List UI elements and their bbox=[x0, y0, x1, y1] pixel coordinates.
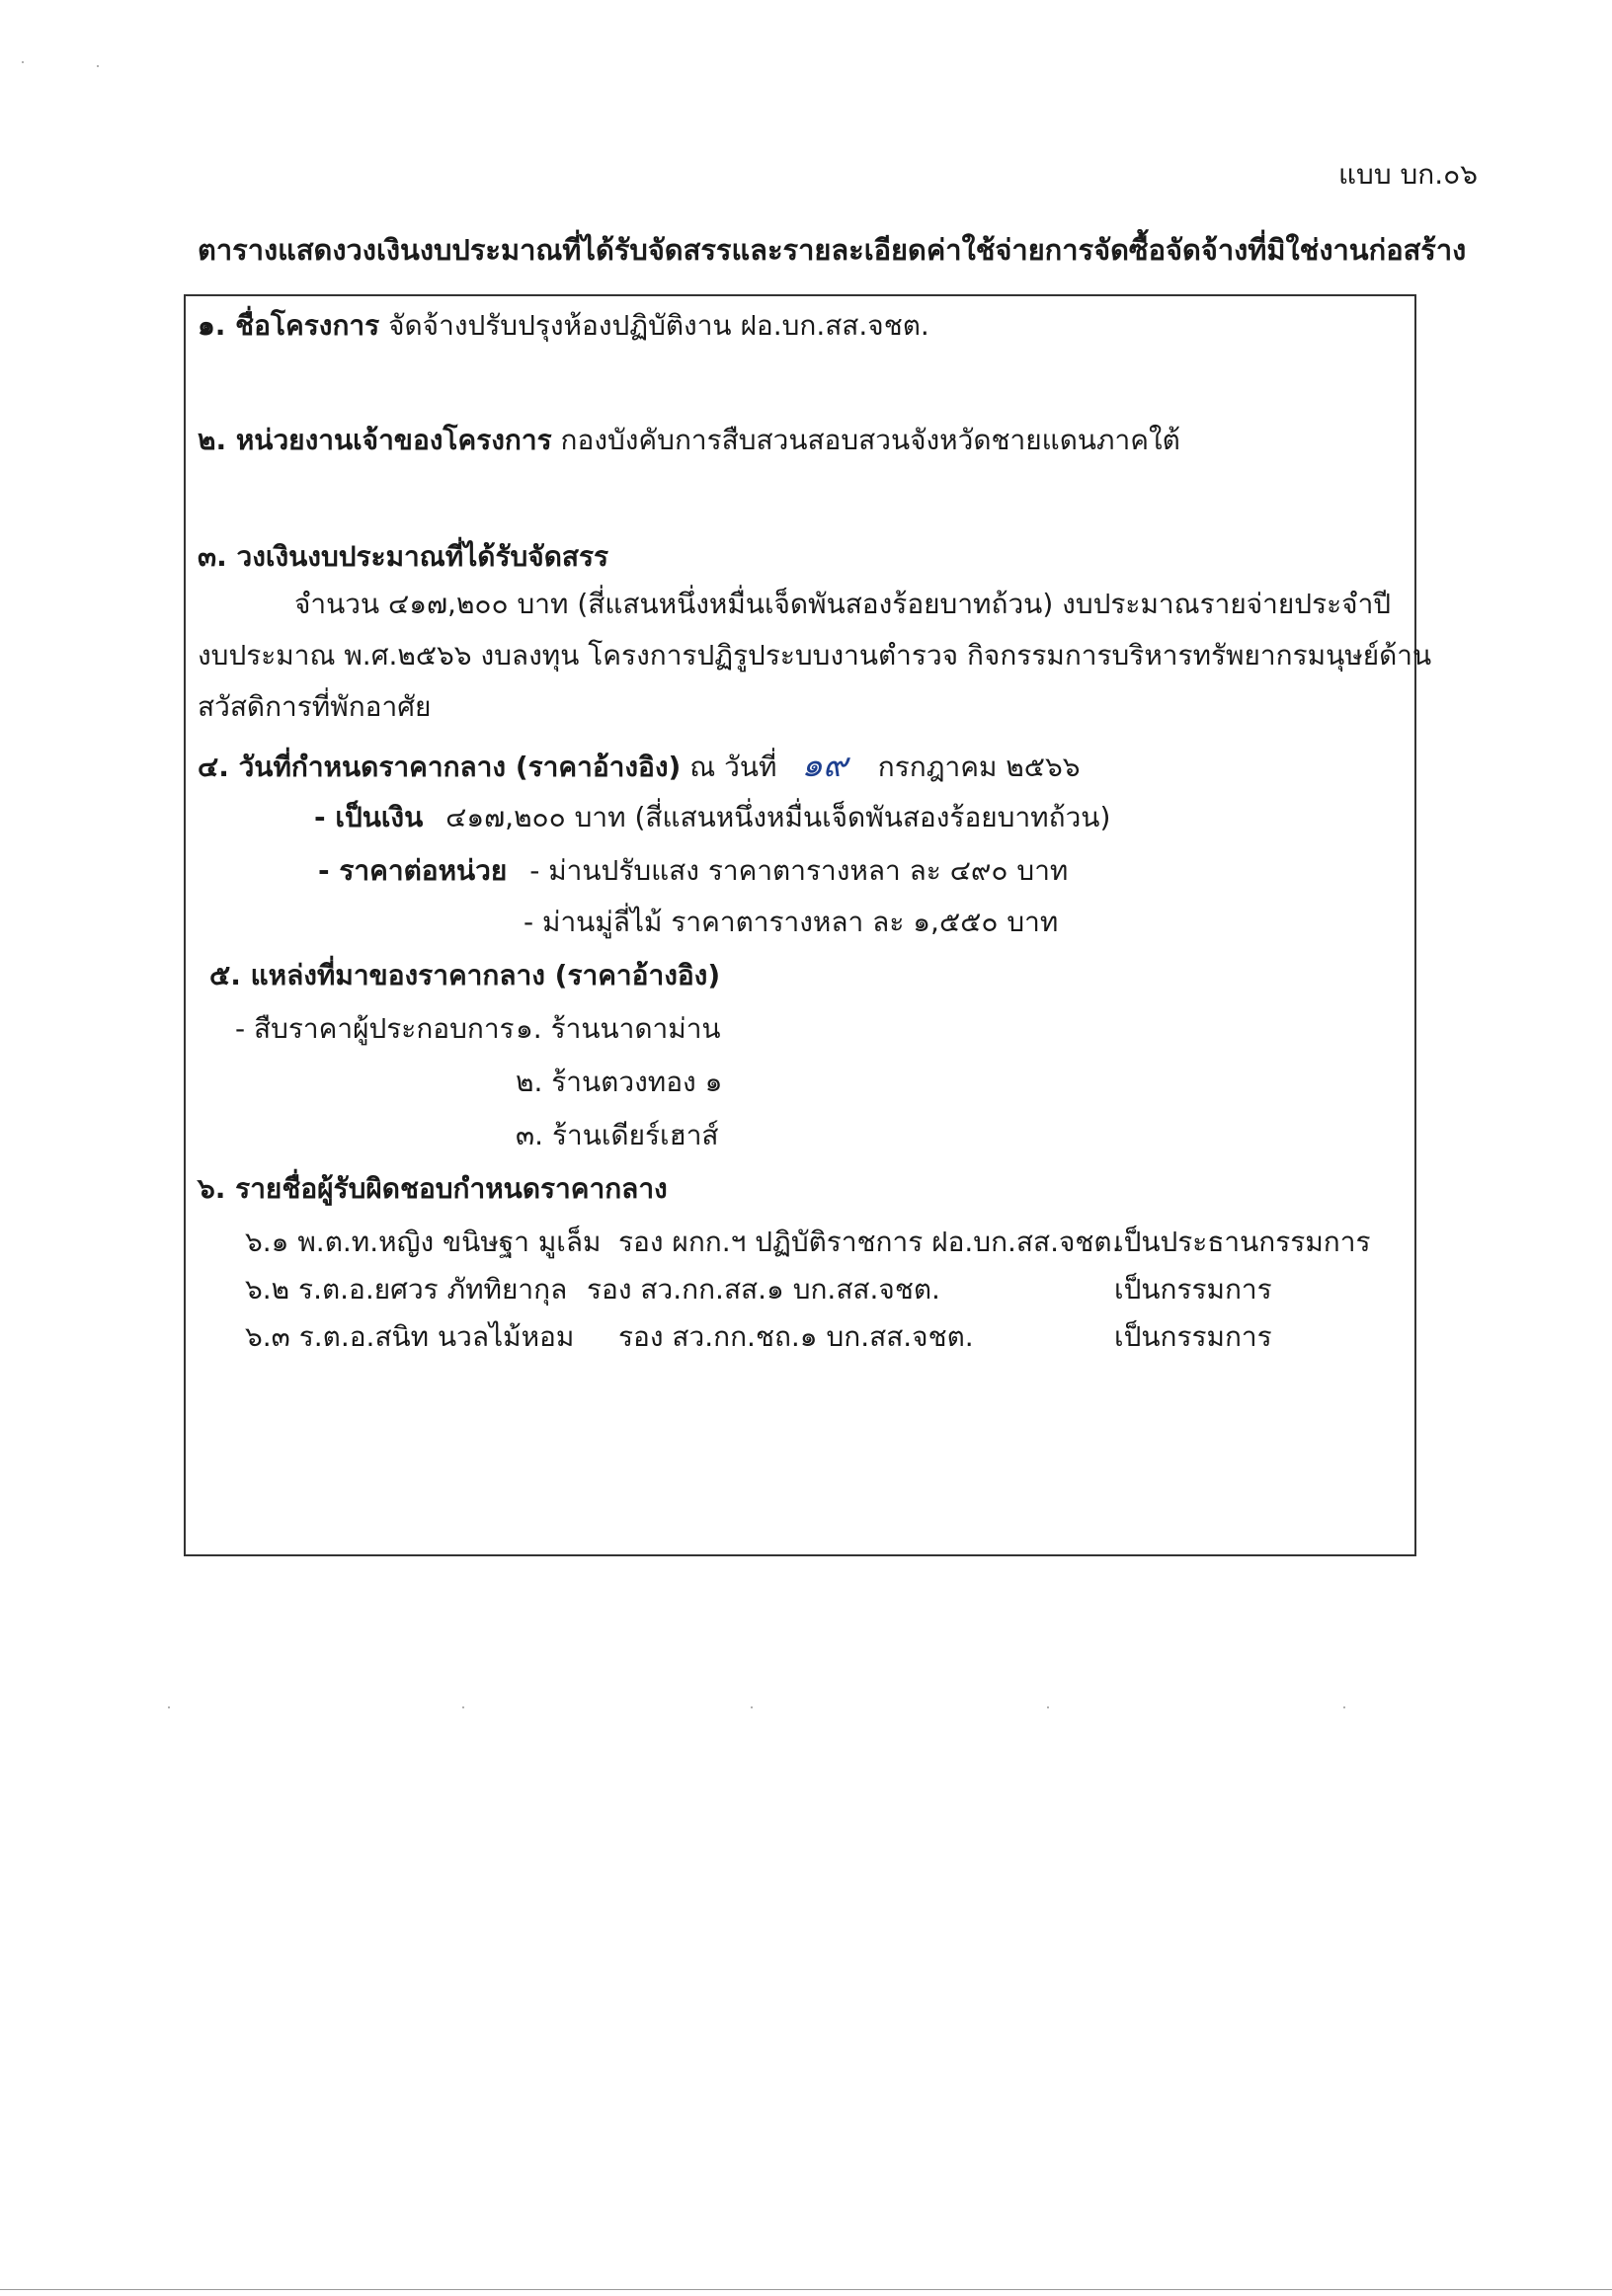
section-3-label: ๓. วงเงินงบประมาณที่ได้รับจัดสรร bbox=[198, 540, 609, 573]
document-title: ตารางแสดงวงเงินงบประมาณที่ได้รับจัดสรรและรายละเอียดค่าใช้จ่ายการจัดซื้อจัดจ้างที่มิใช่งานก่อสร้าง bbox=[198, 233, 1467, 267]
scan-speck bbox=[751, 1706, 753, 1708]
section-3-line1: จำนวน ๔๑๗,๒๐๐ บาท (สี่แสนหนึ่งหมื่นเจ็ดพันสองร้อยบาทถ้วน) งบประมาณรายจ่ายประจำปี bbox=[294, 588, 1392, 620]
section-4-amount-value: ๔๑๗,๒๐๐ บาท (สี่แสนหนึ่งหมื่นเจ็ดพันสองร้อยบาทถ้วน) bbox=[445, 801, 1111, 833]
section-3-line2: งบประมาณ พ.ศ.๒๕๖๖ งบลงทุน โครงการปฏิรูประบบงานตำรวจ กิจกรรมการบริหารทรัพยากรมนุษย์ด้าน bbox=[198, 639, 1432, 672]
section-4-unit-item2: - ม่านมู่ลี่ไม้ ราคาตารางหลา ละ ๑,๕๕๐ บาท bbox=[524, 906, 1059, 938]
section-4-unit-row bbox=[318, 851, 1068, 891]
section-2-label: ๒. หน่วยงานเจ้าของโครงการ bbox=[198, 424, 552, 456]
section-4-date-rest: กรกฎาคม ๒๕๖๖ bbox=[877, 751, 1081, 783]
committee-row-2-name: ๖.๒ ร.ต.อ.ยศวร ภัททิยากุล bbox=[245, 1273, 568, 1306]
scan-speck bbox=[22, 61, 24, 63]
section-4-amount bbox=[314, 798, 1110, 837]
section-5-source-3: ๓. ร้านเดียร์เฮาส์ bbox=[516, 1119, 719, 1151]
committee-row-2-position: รอง สว.กก.สส.๑ บก.สส.จชต. bbox=[587, 1273, 940, 1306]
committee-row-1-position: รอง ผกก.ฯ ปฏิบัติราชการ ฝอ.บก.สส.จชต. bbox=[618, 1226, 1121, 1258]
handwritten-day: ๑๙ bbox=[801, 746, 847, 785]
section-4-amount-label: - เป็นเงิน bbox=[314, 801, 424, 833]
committee-row-2-role: เป็นกรรมการ bbox=[1114, 1273, 1272, 1306]
section-1-value: จัดจ้างปรับปรุงห้องปฏิบัติงาน ฝอ.บก.สส.จชต. bbox=[388, 309, 929, 342]
section-4-unit-label: - ราคาต่อหน่วย bbox=[318, 854, 508, 887]
section-5-source-1: ๑. ร้านนาดาม่าน bbox=[516, 1012, 721, 1045]
committee-row-3-name: ๖.๓ ร.ต.อ.สนิท นวลไม้หอม bbox=[245, 1320, 575, 1353]
scan-speck bbox=[1343, 1706, 1345, 1708]
section-1 bbox=[198, 306, 929, 346]
committee-row-1-name: ๖.๑ พ.ต.ท.หญิง ขนิษฐา มูเล็ม bbox=[245, 1226, 602, 1258]
section-2-value: กองบังคับการสืบสวนสอบสวนจังหวัดชายแดนภาคใต้ bbox=[560, 424, 1180, 456]
committee-row-3-role: เป็นกรรมการ bbox=[1114, 1320, 1272, 1353]
scan-speck bbox=[1047, 1706, 1049, 1708]
section-3-line3: สวัสดิการที่พักอาศัย bbox=[198, 690, 432, 723]
scan-edge-line bbox=[0, 2289, 1612, 2290]
section-4 bbox=[198, 746, 1081, 787]
section-4-date-prefix: ณ วันที่ bbox=[689, 751, 777, 783]
section-5-source-2: ๒. ร้านตวงทอง ๑ bbox=[516, 1066, 723, 1098]
scan-speck bbox=[168, 1706, 170, 1708]
section-5-label: ๕. แหล่งที่มาของราคากลาง (ราคาอ้างอิง) bbox=[209, 959, 721, 991]
section-5-lead: - สืบราคาผู้ประกอบการ bbox=[235, 1012, 515, 1045]
scan-speck bbox=[97, 65, 99, 67]
section-2 bbox=[198, 421, 1180, 460]
section-6-label: ๖. รายชื่อผู้รับผิดชอบกำหนดราคากลาง bbox=[198, 1172, 668, 1205]
section-4-label: ๔. วันที่กำหนดราคากลาง (ราคาอ้างอิง) bbox=[198, 751, 682, 783]
form-code: แบบ บก.๐๖ bbox=[1338, 158, 1478, 191]
scan-speck bbox=[462, 1706, 464, 1708]
section-1-label: ๑. ชื่อโครงการ bbox=[198, 309, 380, 342]
committee-row-3-position: รอง สว.กก.ชถ.๑ บก.สส.จชต. bbox=[618, 1320, 974, 1353]
committee-row-1-role: เป็นประธานกรรมการ bbox=[1114, 1226, 1371, 1258]
section-4-unit-item1: - ม่านปรับแสง ราคาตารางหลา ละ ๔๙๐ บาท bbox=[529, 854, 1069, 887]
